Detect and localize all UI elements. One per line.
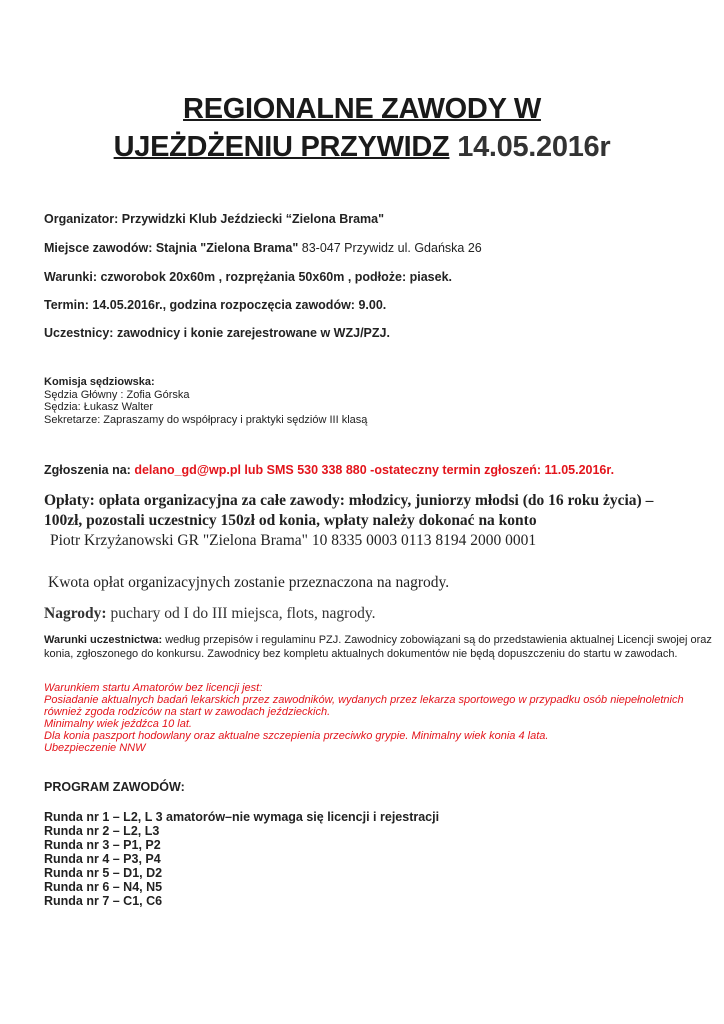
prizes-line	[44, 605, 375, 623]
venue-label: Miejsce zawodów: Stajnia "Zielona Brama"	[44, 241, 299, 255]
round-item: Runda nr 7 – C1, C6	[44, 894, 163, 908]
page-title	[40, 90, 684, 166]
amateur-line: również zgoda rodziców na start w zawodach jeździeckich.	[44, 706, 331, 718]
amateur-line: Ubezpieczenie NNW	[44, 742, 146, 754]
round-item: Runda nr 5 – D1, D2	[44, 866, 163, 880]
title-date: 14.05.2016r	[457, 131, 611, 163]
round-item: Runda nr 2 – L2, L3	[44, 824, 160, 838]
participation-label: Warunki uczestnictwa:	[44, 634, 163, 646]
prizes-label: Nagrody:	[44, 605, 107, 622]
participation-text: według przepisów i regulaminu PZJ. Zawodnicy zobowiązani są do przedstawienia aktualnej Licencji swojej oraz konia, zgłoszonego do konkursu. Zawodnicy bez kompletu aktualnych dokumentów nie będą dopuszczeniu do startu w zawodach.	[44, 634, 712, 660]
jury-heading: Komisja sędziowska:	[44, 376, 155, 388]
entries-contact: delano_gd@wp.pl lub SMS 530 338 880 -ostateczny termin zgłoszeń: 11.05.2016r.	[134, 463, 615, 477]
round-item: Runda nr 6 – N4, N5	[44, 880, 163, 894]
amateur-line: Minimalny wiek jeźdźca 10 lat.	[44, 718, 192, 730]
prizes-text: puchary od I do III miejsca, flots, nagrody.	[110, 605, 376, 622]
title-line-1: REGIONALNE ZAWODY W	[183, 93, 541, 125]
round-item: Runda nr 4 – P3, P4	[44, 852, 161, 866]
amateur-line: Warunkiem startu Amatorów bez licencji jest:	[44, 682, 263, 694]
amateur-line: Dla konia paszport hodowlany oraz aktualne szczepienia przeciwko grypie. Minimalny wiek konia 4 lata.	[44, 730, 549, 742]
venue-address: 83-047 Przywidz ul. Gdańska 26	[301, 241, 482, 255]
jury-secretaries: Sekretarze: Zapraszamy do współpracy i praktyki sędziów III klasą	[44, 413, 368, 426]
venue-line	[44, 241, 482, 255]
amateur-line: Posiadanie aktualnych badań lekarskich przez zawodników, wydanych przez lekarza sportowego w przypadku osób niepełnoletnich	[44, 694, 684, 706]
jury-chief: Sędzia Główny : Zofia Górska	[44, 388, 190, 401]
participation-section	[44, 633, 712, 661]
round-item: Runda nr 3 – P1, P2	[44, 838, 161, 852]
fees-text: opłata organizacyjna za całe zawody: młodzicy, juniorzy młodsi (do 16 roku życia) – 100zł, pozostali uczestnicy 150zł od konia, wpłaty należy dokonać na konto	[44, 492, 654, 529]
conditions-line: Warunki: czworobok 20x60m , rozprężania 50x60m , podłoże: piasek.	[44, 270, 453, 284]
program-heading: PROGRAM ZAWODÓW:	[44, 780, 185, 794]
participants-line: Uczestnicy: zawodnicy i konie zarejestrowane w WZJ/PZJ.	[44, 326, 390, 340]
program-rounds	[44, 810, 439, 908]
entries-line	[44, 463, 614, 477]
date-time-line: Termin: 14.05.2016r., godzina rozpoczęcia zawodów: 9.00.	[44, 298, 387, 312]
jury-section	[44, 376, 367, 426]
fees-section	[44, 491, 684, 551]
fees-label: Opłaty:	[44, 492, 95, 509]
fees-account: Piotr Krzyżanowski GR "Zielona Brama" 10 8335 0003 0113 8194 2000 0001	[50, 532, 537, 549]
entries-label: Zgłoszenia na:	[44, 463, 131, 477]
amateur-section	[44, 682, 712, 754]
title-line-2: UJEŻDŻENIU PRZYWIDZ	[113, 131, 450, 163]
fees-purpose: Kwota opłat organizacyjnych zostanie przeznaczona na nagrody.	[48, 574, 450, 591]
round-item: Runda nr 1 – L2, L 3 amatorów–nie wymaga się licencji i rejestracji	[44, 810, 440, 824]
organizer-line: Organizator: Przywidzki Klub Jeździecki “Zielona Brama"	[44, 212, 385, 226]
jury-judge: Sędzia: Łukasz Walter	[44, 401, 154, 413]
